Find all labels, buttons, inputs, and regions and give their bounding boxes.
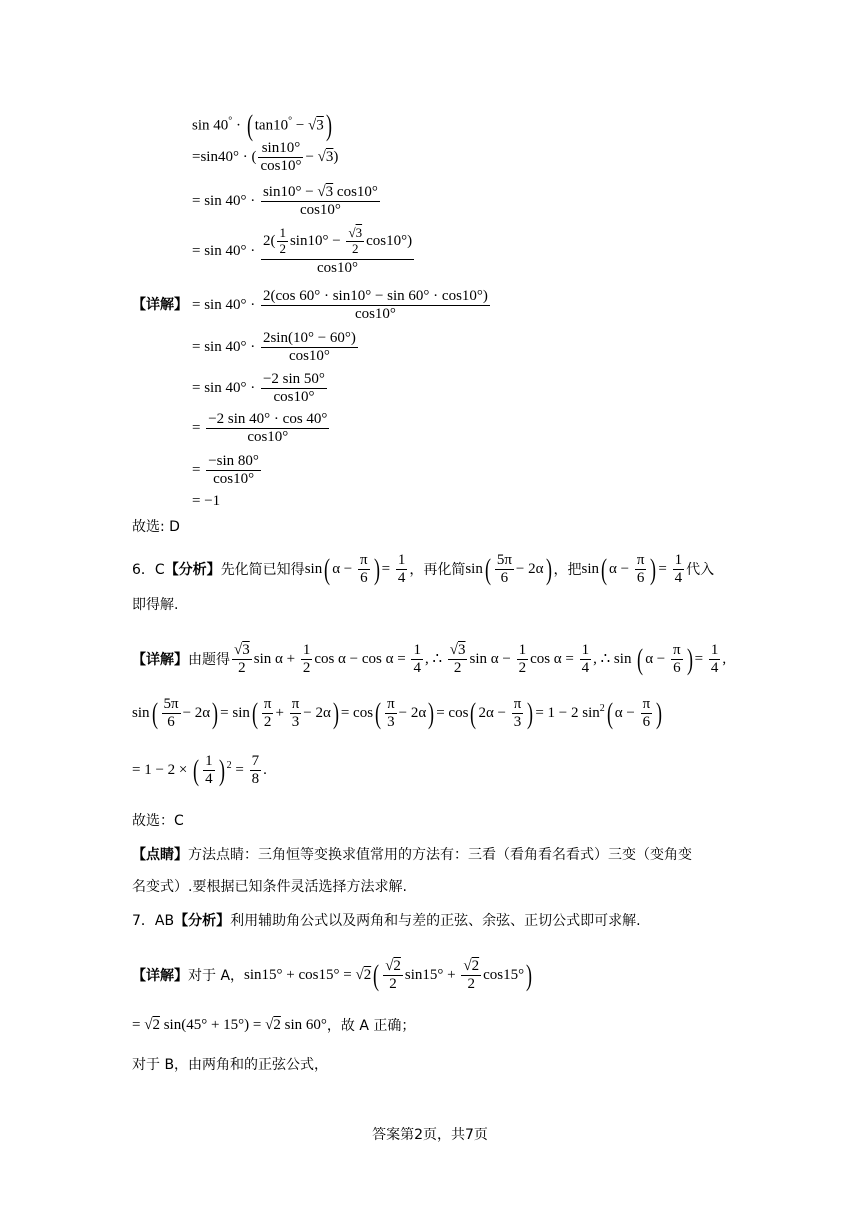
q6-tip-line1: 【点睛】方法点睛：三角恒等变换求值常用的方法有：三看（看角看名看式）三变（变角变 (132, 847, 692, 863)
q5-answer: 故选: D (132, 519, 180, 535)
q6-substitute-formula: sin( α − $\frac{\pi}{6}$ ) = $\frac{1}{4}$ (581, 552, 683, 587)
q6-detail-label: 【详解】 (132, 651, 188, 668)
q5-step-8: = $\frac{-2 \sin 40^\circ \cdot \cos 40^\circ}{\cos 10^\circ}$ (192, 411, 328, 446)
q6-tip-label: 【点睛】 (132, 847, 188, 863)
q7-detail-a-eq1: sin15° + cos15° = √2( $\frac{√2}{2}$ sin15° + $\frac{√2}{2}$ cos15°) (244, 958, 533, 993)
q6-target-formula: sin( $\frac{5\pi}{6}$ − 2α) (465, 552, 552, 587)
q7-detail-b: 对于 B，由两角和的正弦公式， (132, 1057, 329, 1073)
q6-answer: 故选：C (132, 813, 184, 829)
q6-analysis-cont: 即得解. (132, 597, 179, 613)
q5-step-4: = sin 40° · 2( $\frac{1}{2}$ sin10° − $\frac{√3}{2}$ cos10°) cos10° (192, 225, 413, 276)
q6-analysis: 6．C 【分析】 先化简已知得 sin( α − $\frac{\pi}{6}$ ) = $\frac{1}{4}$ ，再化简 sin( $\frac{5\pi}{6}$ − 2α) ，把 sin( α − $\frac{\pi}{6}$ ) = $\frac{1}{4}$ 代入 (132, 552, 715, 587)
q7-detail-a: 【详解】 对于 A， sin15° + cos15° = √2( $\frac{√2}{2}$ sin15° + $\frac{√2}{2}$ cos15°) (132, 958, 533, 993)
q5-step-3: = sin 40° · $\frac{\sin 10^\circ - √3 \cos 10^\circ}{\cos 10^\circ}$ (192, 184, 378, 219)
q7-analysis-label: 【分析】 (174, 913, 231, 929)
q6-detail-line1: 【详解】 由题得 $\frac{√3}{2}$ sin α + $\frac{1}{2}$ cos α − cos α = $\frac{1}{4}$ , ∴ $\frac{√3}{2}$ sin α − $\frac{1}{2}$ cos α = $\frac{1}{4}$ , ∴ sin ( α − $\frac{\pi}{6}$ ) = $\frac{1}{4}$ , (132, 642, 727, 677)
q5-step-2: =sin40° · ( $\frac{\sin 10^\circ}{\cos 10^\circ}$ − √3) (192, 140, 339, 175)
q6-detail-eq2: sin( $\frac{5\pi}{6}$ − 2α) = sin( $\frac{\pi}{2}$ + $\frac{\pi}{3}$ − 2α) = cos( $\frac{\pi}{3}$ − 2α) = cos( 2α − $\frac{\pi}{3}$ ) = 1 − 2 $\sin^2$( α − $\frac{\pi}{6}$ ) (132, 696, 663, 731)
q7-detail-label: 【详解】 (132, 967, 188, 984)
q7-analysis: 7．AB【分析】利用辅助角公式以及两角和与差的正弦、余弦、正切公式即可求解. (132, 913, 641, 929)
q6-analysis-label: 【分析】 (164, 561, 221, 578)
q5-step-5: = sin 40° · $\frac{2(\cos 60^\circ \cdot \sin 10^\circ - \sin 60^\circ \cdot \cos 10^\circ)}{\cos 10^\circ}$ (192, 288, 488, 323)
q5-detail-label: 【详解】 (132, 297, 188, 313)
q7-detail-a-line2: = √2 sin(45° + 15°) = √2 sin 60° ，故 A 正确； (132, 1017, 416, 1034)
q6-number: 6．C (132, 561, 165, 578)
q6-given-formula: sin( α − $\frac{\pi}{6}$ ) = $\frac{1}{4}$ (304, 552, 406, 587)
q7-number: 7．AB (132, 913, 175, 929)
q6-detail-eq3: = 1 − 2 × ( $\frac{1}{4}$ ) $^2$ = $\frac{7}{8}$ . (132, 753, 267, 788)
q7-detail-a-eq2: = √2 sin(45° + 15°) = √2 sin 60° (132, 1017, 327, 1033)
q5-step-7: = sin 40° · $\frac{-2 \sin 50^\circ}{\cos 10^\circ}$ (192, 371, 325, 406)
q6-detail-eq1: $\frac{√3}{2}$ sin α + $\frac{1}{2}$ cos α − cos α = $\frac{1}{4}$ , ∴ $\frac{√3}{2}$ sin α − $\frac{1}{2}$ cos α = $\frac{1}{4}$ , ∴ sin ( α − $\frac{\pi}{6}$ ) = $\frac{1}{4}$ , (234, 642, 727, 677)
q5-step-1: sin 40° · ( tan10° − √3) (192, 109, 332, 142)
q5-step-9: = $\frac{-\sin 80^\circ}{\cos 10^\circ}$ (192, 453, 259, 488)
q5-step-6: = sin 40° · $\frac{2\sin(10^\circ - 60^\circ)}{\cos 10^\circ}$ (192, 330, 356, 365)
page-footer: 答案第2页，共7页 (372, 1127, 488, 1143)
q6-tip-line2: 名变式）.要根据已知条件灵活选择方法求解. (132, 879, 407, 895)
q5-step-10: = −1 (192, 493, 221, 509)
